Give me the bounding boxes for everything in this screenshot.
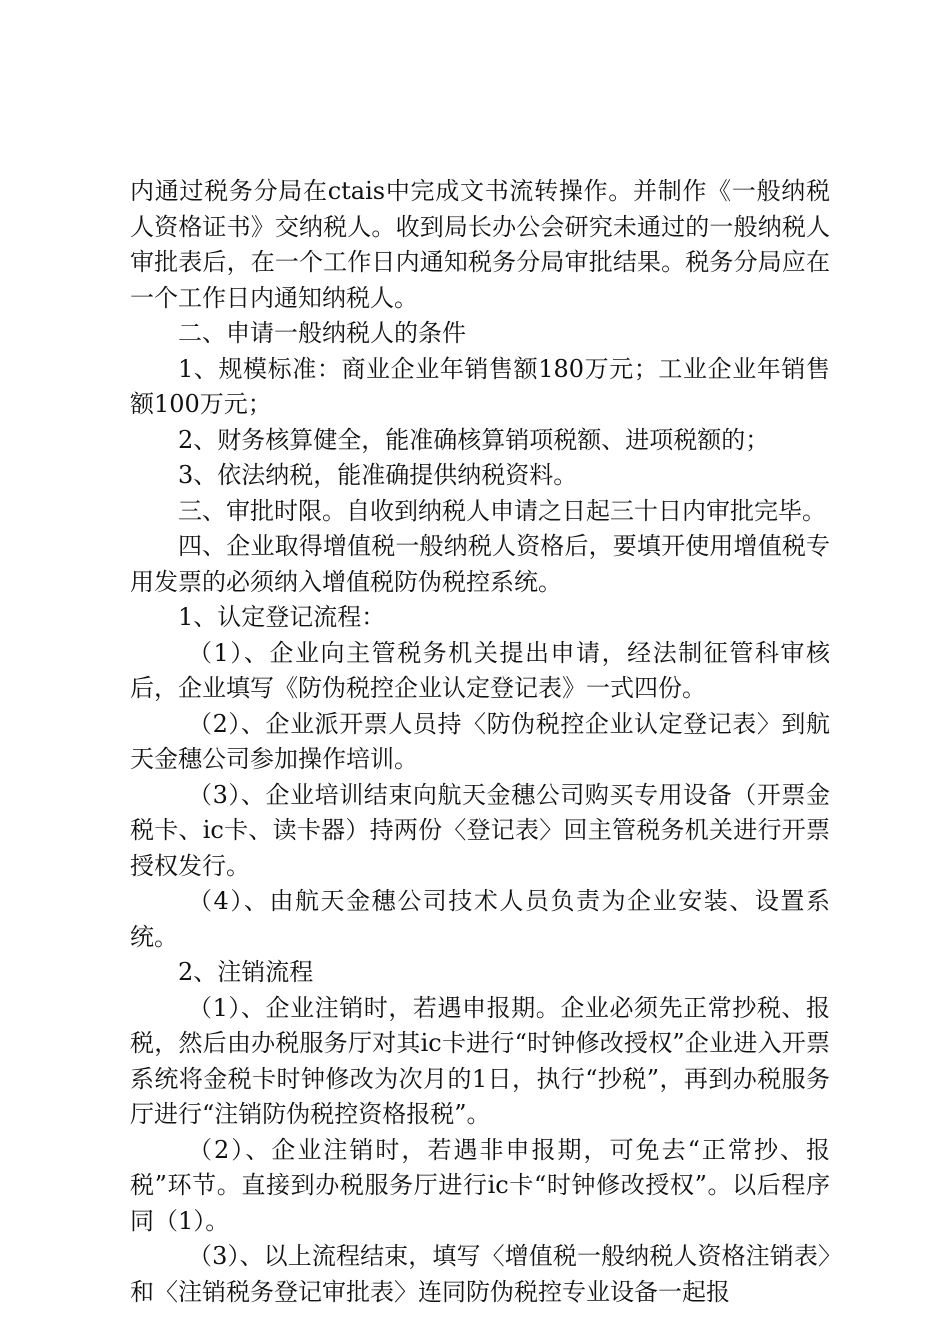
subheading-cancellation: 2、注销流程 xyxy=(178,958,314,986)
registration-step-4: （4）、由航天金穗公司技术人员负责为企业安装、设置系统。 xyxy=(130,887,830,951)
heading-section-3: 三、审批时限。自收到纳税人申请之日起三十日内审批完毕。 xyxy=(178,496,826,525)
cancellation-step-3: （3）、以上流程结束，填写〈增值税一般纳税人资格注销表〉和〈注销税务登记审批表〉连同防伪税控专业设备一起报 xyxy=(130,1242,830,1306)
cancellation-step-1: （1）、企业注销时，若遇申报期。企业必须先正常抄税、报税，然后由办税服务厅对其ic卡进行“时钟修改授权”企业进入开票系统将金税卡时钟修改为次月的1日，执行“抄税”，再到办税服务厅进行“注销防伪税控资格报税”。 xyxy=(130,993,830,1128)
condition-3: 3、依法纳税，能准确提供纳税资料。 xyxy=(178,461,578,489)
paragraph-intro: 内通过税务分局在ctais中完成文书流转操作。并制作《一般纳税人资格证书》交纳税人。收到局长办公会研究未通过的一般纳税人审批表后，在一个工作日内通知税务分局审批结果。税务分局应在一个工作日内通知纳税人。 xyxy=(130,177,830,312)
cancellation-step-2: （2）、企业注销时，若遇非申报期，可免去“正常抄、报税”环节。直接到办税服务厅进行ic卡“时钟修改授权”。以后程序同（1）。 xyxy=(130,1135,830,1235)
subheading-registration: 1、认定登记流程： xyxy=(178,603,386,631)
registration-step-1: （1）、企业向主管税务机关提出申请，经法制征管科审核后，企业填写《防伪税控企业认定登记表》一式四份。 xyxy=(130,638,830,702)
registration-step-3: （3）、企业培训结束向航天金穗公司购买专用设备（开票金税卡、ic卡、读卡器）持两份〈登记表〉回主管税务机关进行开票授权发行。 xyxy=(130,780,830,880)
condition-1: 1、规模标准：商业企业年销售额180万元；工业企业年销售额100万元； xyxy=(130,354,830,418)
heading-section-2: 二、申请一般纳税人的条件 xyxy=(178,319,466,347)
document-page xyxy=(130,174,830,1310)
heading-section-4: 四、企业取得增值税一般纳税人资格后，要填开使用增值税专用发票的必须纳入增值税防伪税控系统。 xyxy=(130,532,830,596)
condition-2: 2、财务核算健全，能准确核算销项税额、进项税额的； xyxy=(178,425,770,454)
registration-step-2: （2）、企业派开票人员持〈防伪税控企业认定登记表〉到航天金穗公司参加操作培训。 xyxy=(130,709,830,773)
